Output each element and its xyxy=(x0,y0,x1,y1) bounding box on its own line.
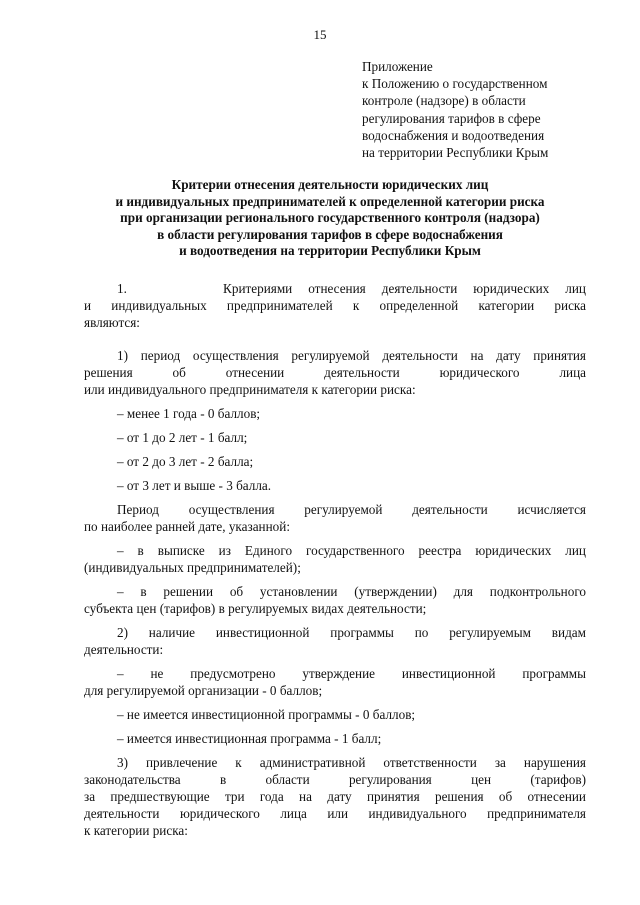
paragraph-admin-liability xyxy=(84,754,586,839)
text-line: для регулируемой организации - 0 баллов; xyxy=(84,683,323,698)
appendix-line: Приложение xyxy=(362,59,433,74)
text-line: деятельности: xyxy=(84,642,164,657)
title-line: и водоотведения на территории Республики Крым xyxy=(179,243,481,259)
list-item: – от 2 до 3 лет - 2 балла; xyxy=(117,454,254,469)
paragraph-registry xyxy=(84,542,586,576)
list-item: – имеется инвестиционная программа - 1 балл; xyxy=(117,731,382,746)
text-line: по наиболее ранней дате, указанной: xyxy=(84,519,290,534)
text-line: 2) наличие инвестиционной программы по регулируемым видам xyxy=(117,625,586,640)
appendix-line: на территории Республики Крым xyxy=(362,145,549,161)
list-item: – менее 1 года - 0 баллов; xyxy=(117,406,261,421)
text-line: или индивидуального предпринимателя к категории риска: xyxy=(84,382,416,397)
text-line: субъекта цен (тарифов) в регулируемых видах деятельности; xyxy=(84,601,427,616)
text-line: 1) период осуществления регулируемой деятельности на дату принятия xyxy=(117,348,586,363)
title-line: Критерии отнесения деятельности юридических лиц xyxy=(171,177,489,192)
text-line: – в решении об установлении (утверждении) для подконтрольного xyxy=(117,584,586,599)
paragraph-criteria-intro xyxy=(84,280,586,331)
appendix-line: водоснабжения и водоотведения xyxy=(362,127,545,143)
text-line: и индивидуальных предпринимателей к определенной категории риска xyxy=(84,298,586,313)
list-item: – от 3 лет и выше - 3 балла. xyxy=(117,478,272,493)
appendix-line: контроле (надзоре) в области xyxy=(362,93,526,109)
appendix-line: регулирования тарифов в сфере xyxy=(362,110,541,126)
text-line: решения об отнесении деятельности юридического лица xyxy=(84,365,586,380)
text-line: (индивидуальных предпринимателей); xyxy=(84,560,301,575)
document-title xyxy=(70,177,590,260)
text-line: законодательства в области регулирования цен (тарифов) xyxy=(84,772,586,787)
text-line: Период осуществления регулируемой деятельности исчисляется xyxy=(117,502,586,517)
appendix-line: к Положению о государственном xyxy=(362,76,548,92)
paragraph-tariff-decision xyxy=(84,583,586,617)
paragraph-period xyxy=(84,347,586,398)
text-line: за предшествующие три года на дату принятия решения об отнесении xyxy=(84,789,586,804)
title-line: при организации регионального государственного контроля (надзора) xyxy=(120,210,540,226)
text-line: к категории риска: xyxy=(84,823,188,838)
paragraph-investment xyxy=(84,624,586,658)
text-line: являются: xyxy=(84,315,140,330)
title-line: в области регулирования тарифов в сфере водоснабжения xyxy=(157,226,503,242)
title-line: и индивидуальных предпринимателей к определенной категории риска xyxy=(115,193,545,209)
document-body xyxy=(84,280,586,839)
text-line: 1. Критериями отнесения деятельности юридических лиц xyxy=(117,281,586,296)
text-line: – в выписке из Единого государственного реестра юридических лиц xyxy=(117,543,586,558)
appendix-header xyxy=(362,58,622,161)
paragraph-investment-none xyxy=(84,665,586,699)
page-number: 15 xyxy=(313,27,327,42)
paragraph-period-calc xyxy=(84,501,586,535)
text-line: деятельности юридического лица или индивидуального предпринимателя xyxy=(84,806,586,821)
list-item: – от 1 до 2 лет - 1 балл; xyxy=(117,430,248,445)
text-line: 3) привлечение к административной ответственности за нарушения xyxy=(117,755,586,770)
text-line: – не предусмотрено утверждение инвестиционной программы xyxy=(117,666,586,681)
list-item: – не имеется инвестиционной программы - 0 баллов; xyxy=(117,707,416,722)
